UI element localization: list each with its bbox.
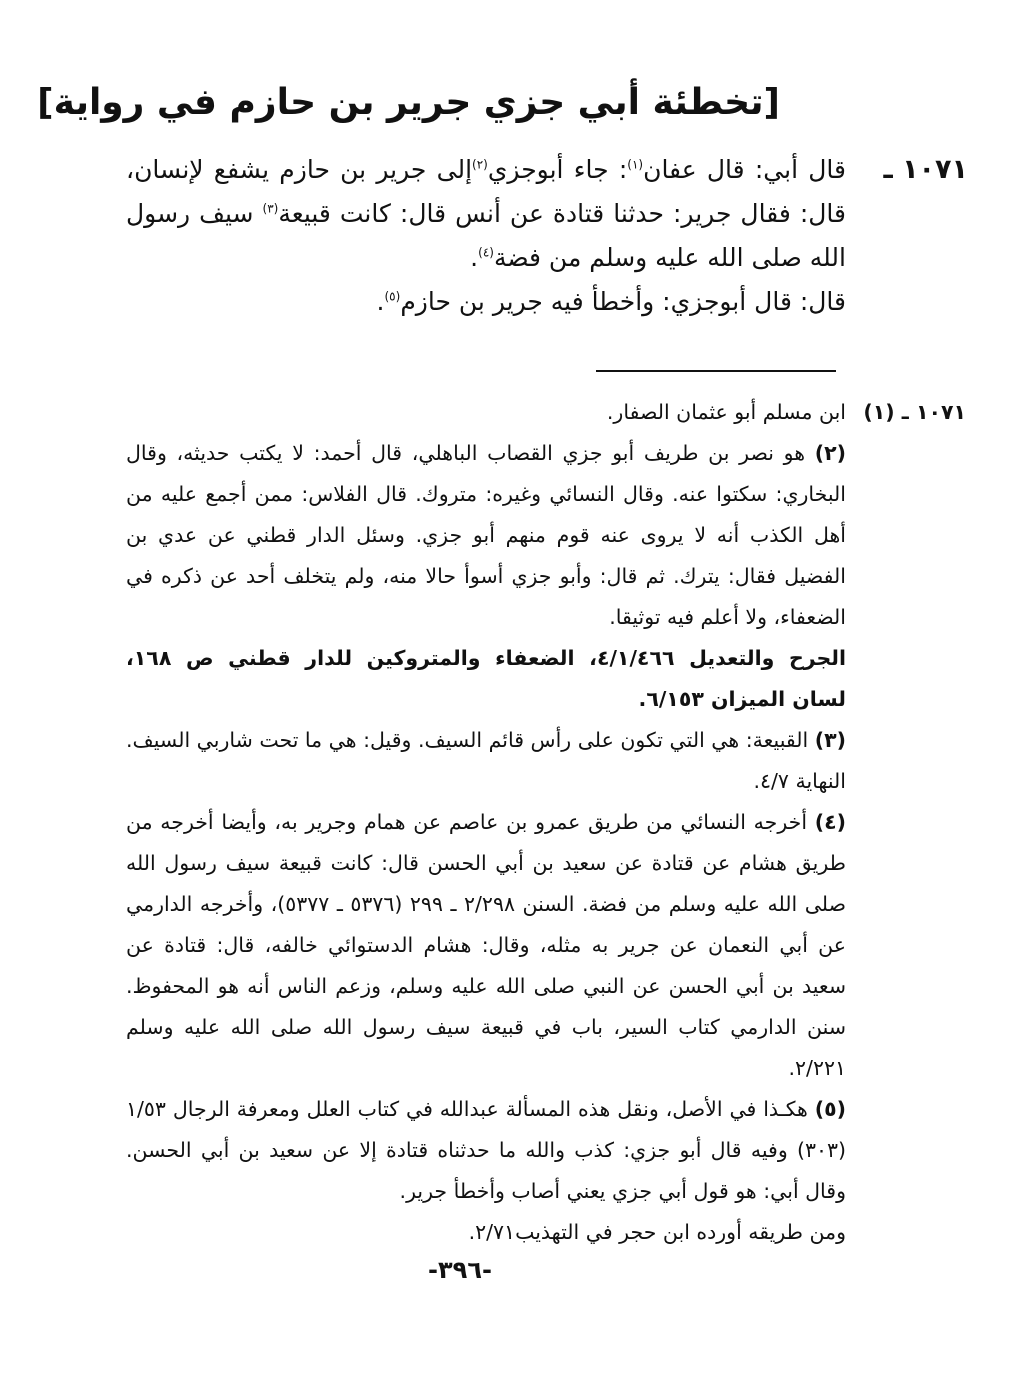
main-text-part: قال: قال أبوجزي: وأخطأ فيه جرير بن حازم [400, 287, 846, 316]
footnote-3 [126, 720, 846, 802]
entry-number: ١٠٧١ ـ [883, 154, 968, 185]
footnote-5 [126, 1089, 846, 1212]
footnote-1: ابن مسلم أبو عثمان الصفار. [606, 400, 846, 424]
main-text-part: : جاء أبوجزي [487, 155, 628, 184]
main-text-part: إلى جرير بن حازم يشفع لإنسان، قال: فقال جرير: حدثنا قتادة عن أنس قال: كانت قبيعة [126, 155, 846, 228]
footnote-ref: (٤) [478, 245, 494, 260]
footnote-ref: (٥) [384, 289, 401, 304]
footnote-label: (٤) [814, 810, 846, 834]
footnote-ref: (٢) [472, 157, 488, 172]
footnote-label: (٣) [814, 728, 846, 752]
footnotes [126, 392, 966, 1253]
footnote-label: (٢) [814, 441, 846, 465]
main-text-part: . [470, 243, 479, 272]
footnote-entry-number: ١٠٧١ ـ (١) [863, 400, 966, 424]
footnote-2-sources: الجرح والتعديل ٤/١/٤٦٦، الضعفاء والمتروكين للدار قطني ص ١٦٨، لسان الميزان ٦/١٥٣. [126, 646, 846, 711]
footnote-text: هكـذا في الأصل، ونقل هذه المسألة عبدالله في كتاب العلل ومعرفة الرجال ١/٥٣ (٣٠٣) وفيه قال أبو جزي: كذب والله ما حدثناه قتادة إلا عن سعيد بن أبي الحسن. وقال أبي: هو قول أبي جزي يعني أصاب وأخطأ جرير. [126, 1097, 846, 1203]
footnote-label: (٥) [814, 1097, 846, 1121]
page-number: -٣٩٦- [428, 1256, 492, 1284]
footnote-ref: (٣) [262, 201, 279, 216]
footnote-divider [596, 370, 836, 372]
footnote-4 [126, 802, 846, 1089]
main-text-part: سيف رسول الله صلى الله عليه وسلم من فضة [126, 199, 846, 272]
footnote-text: القبيعة: هي التي تكون على رأس قائم السيف. وقيل: هي ما تحت شاربي السيف. النهاية ٤/٧. [126, 728, 846, 793]
footnote-ref: (١) [627, 157, 644, 172]
main-paragraph-2 [126, 280, 846, 324]
footnote-5-source: ومن طريقه أورده ابن حجر في التهذيب٢/٧١. [468, 1220, 846, 1244]
footnote-text: هو نصر بن طريف أبو جزي القصاب الباهلي، قال أحمد: لا يكتب حديثه، وقال البخاري: سكتوا عنه. وقال النسائي وغيره: متروك. قال الفلاس: ممن أجمع عليه من أهل الكذب أنه لا يروى عنه قوم منهم أبو جزي. وسئل الدار قطني عن عدي بن الفضيل فقال: يترك. ثم قال: وأبو جزي أسوأ حالا منه، ولم يتخلف أحد عن ذكره في الضعفاء، ولا أعلم فيه توثيقا. [126, 441, 846, 629]
footnote-text: أخرجه النسائي من طريق عمرو بن عاصم عن همام وجرير به، وأيضا أخرجه من طريق هشام عن قتادة عن سعيد بن أبي الحسن قال: كانت قبيعة سيف رسول الله صلى الله عليه وسلم من فضة. السنن ٢/٢٩٨ ـ ٢٩٩ (٥٣٧٦ ـ ٥٣٧٧)، وأخرجه الدارمي عن أبي النعمان عن جرير به مثله، وقال: هشام الدستوائي خالفه، قال: قتادة عن سعيد بن أبي الحسن عن النبي صلى الله عليه وسلم، وزعم الناس أنه هو المحفوظ. سنن الدارمي كتاب السير، باب في قبيعة سيف رسول الله صلى الله عليه وسلم ٢/٢٢١. [126, 810, 846, 1080]
footnote-2 [126, 433, 846, 638]
main-paragraph-1 [126, 148, 846, 280]
main-text-part: قال أبي: قال عفان [643, 155, 846, 184]
section-title: [تخطئة أبي جزي جرير بن حازم في رواية] [37, 82, 780, 123]
main-text-part: . [376, 287, 385, 316]
main-text [126, 148, 968, 324]
